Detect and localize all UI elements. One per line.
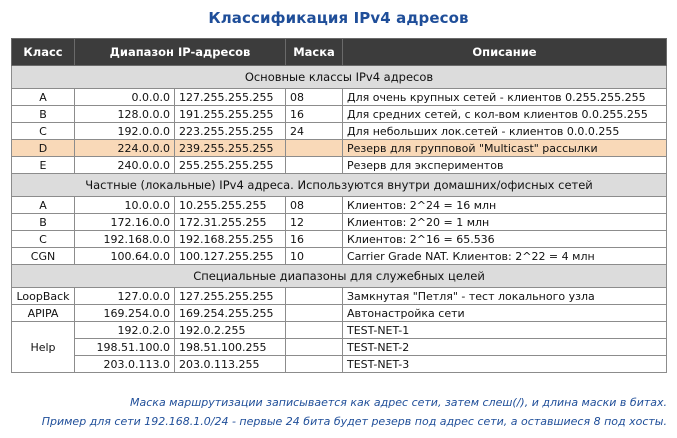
cell-range-start: 198.51.100.0 [75, 339, 175, 356]
cell-mask [286, 322, 343, 339]
table-row [12, 305, 667, 322]
cell-range-start: 128.0.0.0 [75, 106, 175, 123]
cell-class: D [12, 140, 75, 157]
cell-class: CGN [12, 248, 75, 265]
cell-range-end: 127.255.255.255 [175, 89, 286, 106]
footnote-example: Пример для сети 192.168.1.0/24 - первые 24 бита будет резерв под адрес сети, а оставшиеся 8 под хосты. [41, 415, 667, 428]
header-description: Описание [343, 39, 667, 66]
cell-class: LoopBack [12, 288, 75, 305]
section-private-title: Частные (локальные) IPv4 адреса. Используются внутри домашних/офисных сетей [12, 174, 667, 197]
cell-range-end: 192.168.255.255 [175, 231, 286, 248]
table-row [12, 231, 667, 248]
cell-mask: 16 [286, 231, 343, 248]
cell-class: B [12, 214, 75, 231]
table-header-row [12, 39, 667, 66]
cell-description: Carrier Grade NAT. Клиентов: 2^22 = 4 млн [343, 248, 667, 265]
table-row [12, 197, 667, 214]
cell-description: Для средних сетей, с кол-вом клиентов 0.0.255.255 [343, 106, 667, 123]
cell-range-start: 192.168.0.0 [75, 231, 175, 248]
cell-mask [286, 339, 343, 356]
cell-range-end: 10.255.255.255 [175, 197, 286, 214]
cell-range-end: 223.255.255.255 [175, 123, 286, 140]
table-row [12, 288, 667, 305]
cell-description: Замкнутая "Петля" - тест локального узла [343, 288, 667, 305]
table-row [12, 322, 667, 339]
cell-class: B [12, 106, 75, 123]
cell-range-start: 240.0.0.0 [75, 157, 175, 174]
table-row [12, 356, 667, 373]
footnote-mask-format: Маска маршрутизации записывается как адрес сети, затем слеш(/), и длина маски в битах. [130, 396, 667, 409]
cell-description: Резерв для групповой "Multicast" рассылки [343, 140, 667, 157]
cell-range-start: 127.0.0.0 [75, 288, 175, 305]
cell-range-end: 239.255.255.255 [175, 140, 286, 157]
cell-description: TEST-NET-2 [343, 339, 667, 356]
table-row [12, 157, 667, 174]
cell-mask: 24 [286, 123, 343, 140]
cell-description: TEST-NET-3 [343, 356, 667, 373]
cell-description: Клиентов: 2^16 = 65.536 [343, 231, 667, 248]
cell-range-end: 198.51.100.255 [175, 339, 286, 356]
cell-range-start: 192.0.2.0 [75, 322, 175, 339]
cell-mask: 12 [286, 214, 343, 231]
cell-mask [286, 356, 343, 373]
table-row [12, 248, 667, 265]
cell-range-end: 127.255.255.255 [175, 288, 286, 305]
cell-range-start: 100.64.0.0 [75, 248, 175, 265]
cell-class: C [12, 123, 75, 140]
table-row [12, 339, 667, 356]
ipv4-classification-table [11, 38, 667, 373]
section-row [12, 174, 667, 197]
cell-description: Для небольших лок.сетей - клиентов 0.0.0.255 [343, 123, 667, 140]
cell-mask: 10 [286, 248, 343, 265]
cell-range-start: 203.0.113.0 [75, 356, 175, 373]
section-special-title: Специальные диапазоны для служебных целей [12, 265, 667, 288]
page-title: Классификация IPv4 адресов [208, 9, 469, 27]
cell-description: Клиентов: 2^20 = 1 млн [343, 214, 667, 231]
cell-description: Автонастройка сети [343, 305, 667, 322]
cell-range-end: 169.254.255.255 [175, 305, 286, 322]
cell-class-help: Help [12, 322, 75, 373]
cell-range-start: 10.0.0.0 [75, 197, 175, 214]
cell-range-start: 0.0.0.0 [75, 89, 175, 106]
table-row-highlighted [12, 140, 667, 157]
cell-range-end: 172.31.255.255 [175, 214, 286, 231]
cell-range-start: 224.0.0.0 [75, 140, 175, 157]
cell-range-end: 203.0.113.255 [175, 356, 286, 373]
cell-mask [286, 288, 343, 305]
section-main-title: Основные классы IPv4 адресов [12, 66, 667, 89]
header-mask: Маска [286, 39, 343, 66]
cell-range-end: 192.0.2.255 [175, 322, 286, 339]
cell-mask: 16 [286, 106, 343, 123]
cell-range-end: 191.255.255.255 [175, 106, 286, 123]
cell-range-end: 255.255.255.255 [175, 157, 286, 174]
cell-class: E [12, 157, 75, 174]
cell-description: TEST-NET-1 [343, 322, 667, 339]
table-row [12, 106, 667, 123]
cell-mask [286, 305, 343, 322]
cell-mask: 08 [286, 89, 343, 106]
cell-range-start: 172.16.0.0 [75, 214, 175, 231]
table-row [12, 89, 667, 106]
cell-range-start: 192.0.0.0 [75, 123, 175, 140]
cell-description: Для очень крупных сетей - клиентов 0.255.255.255 [343, 89, 667, 106]
cell-class: APIPA [12, 305, 75, 322]
table-row [12, 123, 667, 140]
cell-class: C [12, 231, 75, 248]
header-range: Диапазон IP-адресов [75, 39, 286, 66]
cell-description: Клиентов: 2^24 = 16 млн [343, 197, 667, 214]
cell-mask [286, 157, 343, 174]
table-row [12, 214, 667, 231]
cell-class: A [12, 89, 75, 106]
cell-description: Резерв для экспериментов [343, 157, 667, 174]
section-row [12, 265, 667, 288]
cell-range-start: 169.254.0.0 [75, 305, 175, 322]
cell-range-end: 100.127.255.255 [175, 248, 286, 265]
cell-class: A [12, 197, 75, 214]
header-class: Класс [12, 39, 75, 66]
cell-mask: 08 [286, 197, 343, 214]
cell-mask [286, 140, 343, 157]
section-row [12, 66, 667, 89]
